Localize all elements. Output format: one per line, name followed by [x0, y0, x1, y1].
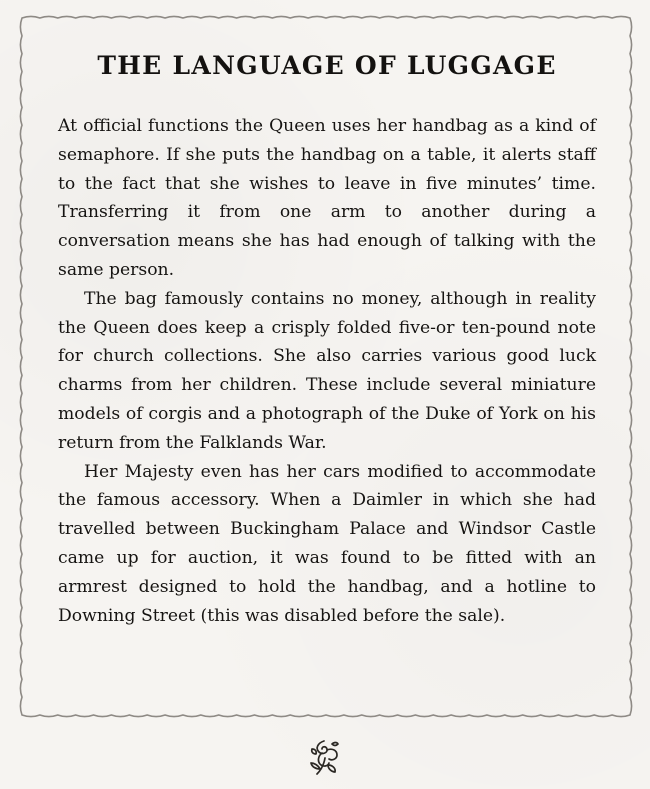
sidebar-box	[58, 38, 596, 698]
paragraph-2: The bag famously contains no money, although in reality the Queen does keep a crisply folded five-or ten-pound note for church collections. She also carries various good luck charms from her children. These include several miniature models of corgis and a photograph of the Duke of York on his return from the Falklands War.	[58, 288, 596, 453]
article-body	[58, 112, 596, 630]
page-title: THE LANGUAGE OF LUGGAGE	[97, 51, 557, 80]
paragraph-1: At official functions the Queen uses her handbag as a kind of semaphore. If she puts the handbag on a table, it alerts staff to the fact that she wishes to leave in five minutes’ time. Transferring it from one arm to another during a conversation means she has had enough of talking with the same person.	[58, 116, 596, 280]
paragraph-3: Her Majesty even has her cars modified to accommodate the famous accessory. When a Daimler in which she had travelled between Buckingham Palace and Windsor Castle came up for auction, it was found to be fitted with an armrest designed to hold the handbag, and a hotline to Downing Street (this was disabled before the sale).	[58, 461, 596, 626]
fleuron-icon	[304, 738, 346, 778]
